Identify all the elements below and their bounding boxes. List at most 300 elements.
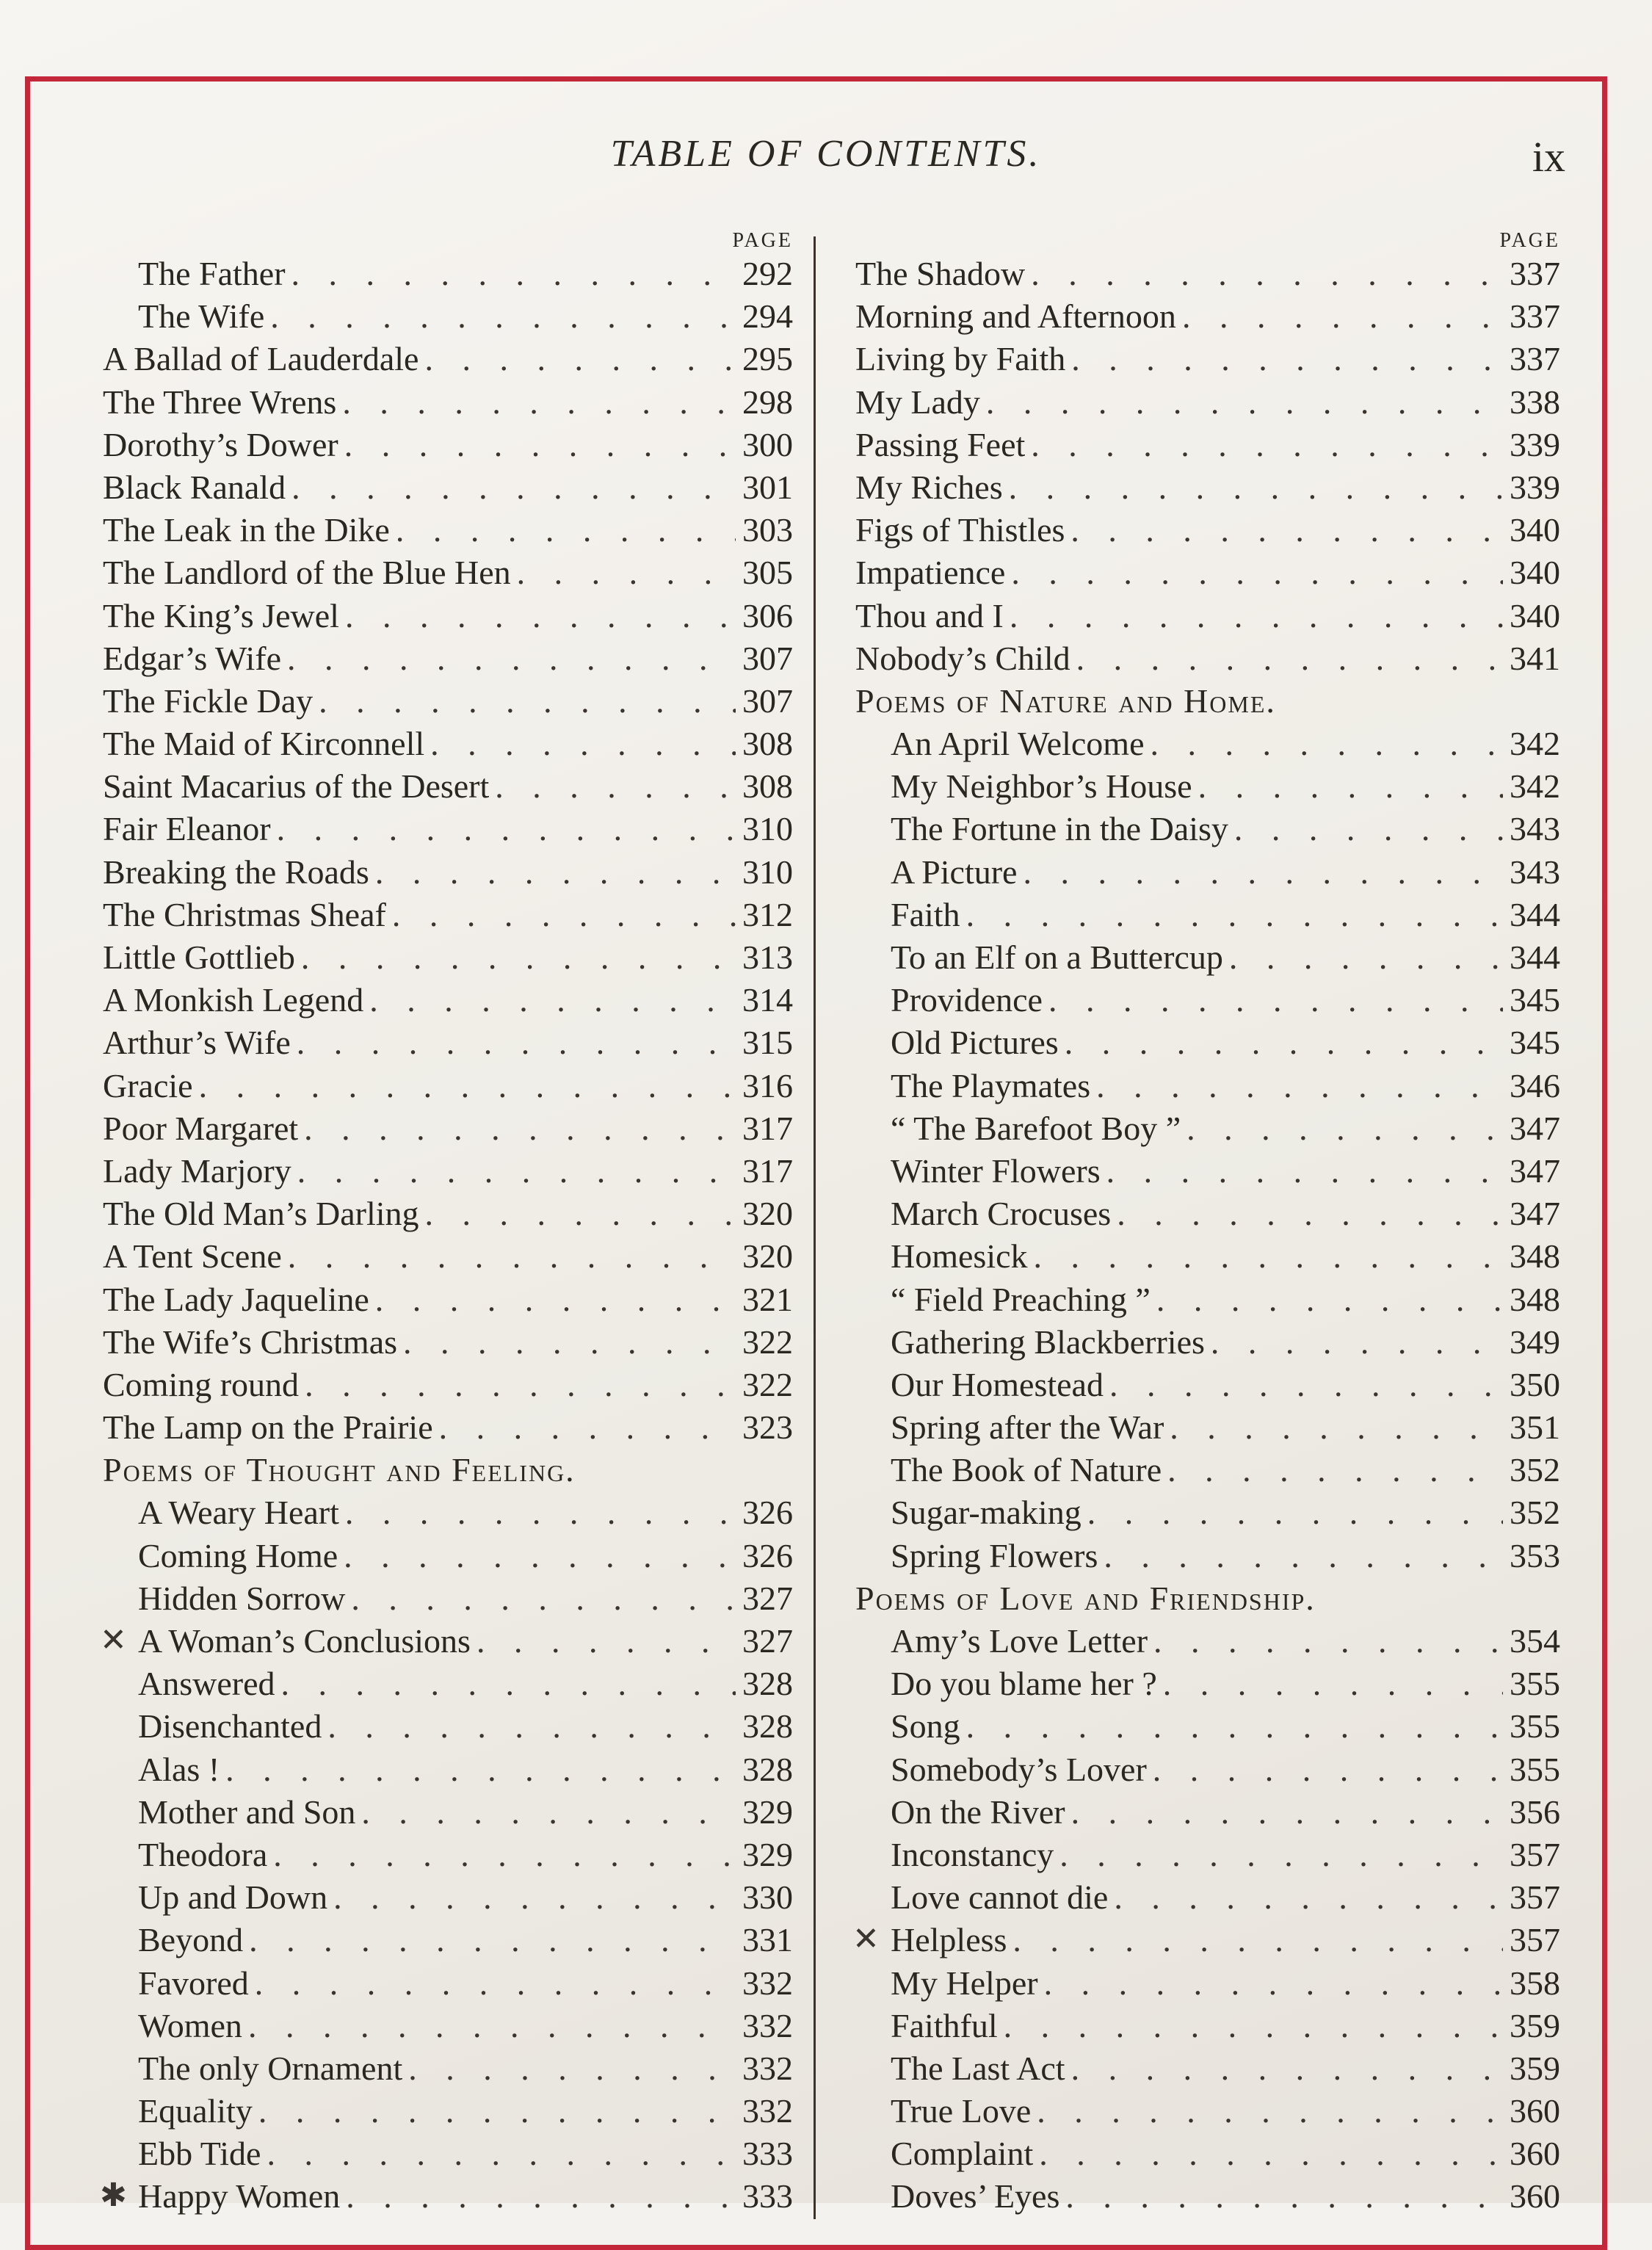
toc-entry: [855, 297, 1560, 339]
dot-leader: [255, 1964, 736, 2003]
entry-title: Ebb Tide: [138, 2135, 261, 2173]
entry-title: The only Ornament: [138, 2049, 403, 2087]
entry-title: Amy’s Love Letter: [891, 1622, 1148, 1660]
toc-entry: [103, 2091, 793, 2134]
dot-leader: [1153, 1750, 1503, 1789]
section-title: Poems of Love and Friendship.: [855, 1579, 1316, 1617]
dot-leader: [1065, 1023, 1503, 1062]
toc-entry: [103, 1536, 793, 1579]
entry-page-number: 337: [1510, 255, 1560, 292]
entry-title: Homesick: [891, 1237, 1028, 1276]
dot-leader: [1023, 853, 1503, 891]
entry-title: Living by Faith: [855, 340, 1066, 378]
entry-page-number: 356: [1510, 1793, 1560, 1831]
entry-page-number: 354: [1510, 1622, 1560, 1660]
dot-leader: [345, 596, 736, 635]
dot-leader: [1071, 2049, 1503, 2088]
dot-leader: [403, 1323, 736, 1361]
entry-title: The Old Man’s Darling: [103, 1195, 419, 1233]
entry-title: Alas !: [138, 1750, 220, 1788]
entry-page-number: 329: [742, 1835, 793, 1873]
entry-title: Lady Marjory: [103, 1151, 291, 1190]
toc-entry: [855, 2177, 1560, 2219]
entry-title: To an Elf on a Buttercup: [891, 938, 1223, 976]
toc-entry: [852, 1920, 1560, 1963]
entry-page-number: 355: [1510, 1665, 1560, 1703]
entry-page-number: 357: [1510, 1921, 1560, 1959]
entry-page-number: 360: [1510, 2092, 1560, 2130]
entry-page-number: 298: [742, 383, 793, 421]
toc-entry: [103, 2049, 793, 2091]
dot-leader: [225, 1750, 736, 1789]
entry-page-number: 344: [1510, 938, 1560, 976]
entry-title: March Crocuses: [891, 1195, 1112, 1233]
toc-entry: [855, 1151, 1560, 1194]
entry-title: Figs of Thistles: [855, 511, 1065, 549]
toc-entry: [103, 1194, 793, 1237]
entry-page-number: 350: [1510, 1365, 1560, 1403]
entry-title: Doves’ Eyes: [891, 2177, 1060, 2215]
toc-entry: [103, 383, 793, 425]
dot-leader: [1071, 339, 1503, 378]
toc-entry: [855, 510, 1560, 553]
toc-entry: [855, 1621, 1560, 1664]
toc-entry: [855, 596, 1560, 639]
entry-page-number: 323: [742, 1408, 793, 1447]
dot-leader: [1182, 297, 1503, 336]
entry-title: The Landlord of the Blue Hen: [103, 554, 511, 592]
toc-entry: [855, 1323, 1560, 1365]
toc-entry: [103, 2006, 793, 2049]
page-column-label: PAGE: [1499, 229, 1560, 252]
section-heading: [103, 1450, 793, 1493]
entry-page-number: 342: [1510, 725, 1560, 763]
entry-page-number: 320: [742, 1237, 793, 1276]
entry-title: Disenchanted: [138, 1707, 322, 1746]
dot-leader: [346, 2177, 736, 2215]
dot-leader: [517, 553, 736, 592]
entry-page-number: 327: [742, 1622, 793, 1660]
column-divider: [814, 236, 816, 2219]
entry-title: The Lady Jaqueline: [103, 1280, 369, 1318]
entry-page-number: 352: [1510, 1494, 1560, 1532]
entry-title: Nobody’s Child: [855, 639, 1070, 677]
entry-page-number: 332: [742, 2049, 793, 2087]
dot-leader: [333, 1878, 736, 1917]
entry-page-number: 307: [742, 639, 793, 677]
dot-leader: [1104, 1536, 1503, 1575]
dot-leader: [1096, 1066, 1503, 1105]
entry-page-number: 316: [742, 1066, 793, 1104]
entry-page-number: 338: [1510, 383, 1560, 421]
toc-entry: [855, 1066, 1560, 1109]
entry-title: A Woman’s Conclusions: [138, 1622, 471, 1660]
entry-title: Coming Home: [138, 1536, 338, 1574]
entry-page-number: 308: [742, 767, 793, 806]
dot-leader: [392, 895, 736, 934]
dot-leader: [1031, 425, 1503, 464]
entry-page-number: 357: [1510, 1878, 1560, 1917]
dot-leader: [1187, 1109, 1503, 1148]
toc-entry: [855, 2091, 1560, 2134]
toc-entry: [103, 1323, 793, 1365]
entry-title: The Lamp on the Prairie: [103, 1408, 433, 1447]
entry-page-number: 329: [742, 1793, 793, 1831]
toc-entry: [855, 2134, 1560, 2177]
entry-page-number: 313: [742, 938, 793, 976]
entry-title: The Fortune in the Daisy: [891, 810, 1228, 848]
entry-page-number: 305: [742, 554, 793, 592]
toc-entry: [855, 1835, 1560, 1878]
entry-page-number: 303: [742, 511, 793, 549]
entry-page-number: 344: [1510, 895, 1560, 933]
toc-entry: [103, 895, 793, 938]
toc-entry: [855, 1109, 1560, 1151]
entry-title: Gracie: [103, 1066, 193, 1104]
toc-entry: [103, 724, 793, 767]
entry-page-number: 355: [1510, 1750, 1560, 1788]
entry-title: Faith: [891, 895, 960, 933]
entry-page-number: 332: [742, 2092, 793, 2130]
entry-title: Hidden Sorrow: [138, 1579, 346, 1617]
entry-title: The King’s Jewel: [103, 596, 339, 634]
dot-leader: [1031, 254, 1503, 293]
entry-title: The Christmas Sheaf: [103, 895, 386, 933]
entry-title: The Leak in the Dike: [103, 511, 390, 549]
entry-title: Dorothy’s Dower: [103, 425, 338, 463]
entry-title: “ The Barefoot Boy ”: [891, 1109, 1181, 1147]
entry-title: Impatience: [855, 554, 1006, 592]
entry-title: Sugar-making: [891, 1494, 1082, 1532]
toc-entry: [103, 510, 793, 553]
toc-entry: [855, 1793, 1560, 1835]
entry-page-number: 300: [742, 425, 793, 463]
toc-entry: [103, 1280, 793, 1323]
dot-leader: [1076, 639, 1503, 678]
entry-title: A Tent Scene: [103, 1237, 282, 1276]
toc-entry: [855, 938, 1560, 980]
dot-leader: [1037, 2091, 1503, 2130]
toc-entry: [103, 767, 793, 809]
toc-entry: [855, 1750, 1560, 1793]
dot-leader: [369, 980, 736, 1019]
toc-entry: [855, 1707, 1560, 1749]
dot-leader: [986, 383, 1503, 422]
dot-leader: [270, 297, 736, 336]
toc-entry: [103, 1493, 793, 1535]
dot-leader: [199, 1066, 736, 1105]
dot-leader: [1010, 596, 1503, 635]
section-heading: [855, 1579, 1560, 1621]
entry-title: A Ballad of Lauderdale: [103, 340, 419, 378]
dot-leader: [1163, 1664, 1503, 1703]
entry-page-number: 310: [742, 810, 793, 848]
entry-page-number: 295: [742, 340, 793, 378]
dot-leader: [287, 639, 736, 678]
dot-leader: [1156, 1280, 1503, 1319]
dot-leader: [430, 724, 736, 763]
dot-leader: [1198, 767, 1503, 806]
toc-entry: [103, 1920, 793, 1963]
entry-title: Poor Margaret: [103, 1109, 299, 1147]
dot-leader: [344, 1536, 736, 1575]
entry-title: Happy Women: [138, 2177, 341, 2215]
toc-entry: [103, 639, 793, 681]
entry-title: True Love: [891, 2092, 1032, 2130]
toc-entry: [855, 1493, 1560, 1535]
toc-entry: [855, 724, 1560, 767]
entry-page-number: 322: [742, 1323, 793, 1361]
toc-entry: [103, 1664, 793, 1707]
entry-title: Women: [138, 2006, 242, 2044]
dot-leader: [344, 425, 736, 464]
entry-page-number: 333: [742, 2177, 793, 2215]
entry-page-number: 346: [1510, 1066, 1560, 1104]
toc-entry: [103, 425, 793, 468]
handwritten-mark: ✱: [100, 2177, 127, 2215]
dot-leader: [439, 1408, 736, 1447]
entry-title: Inconstancy: [891, 1835, 1054, 1873]
entry-title: Favored: [138, 1964, 249, 2002]
section-title: Poems of Nature and Home.: [855, 681, 1276, 720]
entry-page-number: 340: [1510, 554, 1560, 592]
toc-entry: [855, 425, 1560, 468]
entry-title: The Last Act: [891, 2049, 1065, 2087]
entry-title: My Neighbor’s House: [891, 767, 1192, 806]
entry-page-number: 307: [742, 681, 793, 720]
toc-entry: [855, 2006, 1560, 2049]
dot-leader: [1059, 1835, 1503, 1874]
entry-title: A Weary Heart: [138, 1494, 339, 1532]
entry-page-number: 320: [742, 1195, 793, 1233]
toc-column-right: [852, 228, 1560, 2220]
dot-leader: [1117, 1194, 1503, 1233]
entry-title: Love cannot die: [891, 1878, 1109, 1917]
entry-page-number: 355: [1510, 1707, 1560, 1746]
dot-leader: [1071, 1793, 1503, 1831]
dot-leader: [1211, 1323, 1503, 1361]
entry-title: Morning and Afternoon: [855, 297, 1176, 336]
dot-leader: [1234, 809, 1503, 848]
entry-title: Theodora: [138, 1835, 268, 1873]
dot-leader: [966, 895, 1503, 934]
dot-leader: [1114, 1878, 1503, 1917]
dot-leader: [304, 1109, 736, 1148]
entry-title: Saint Macarius of the Desert: [103, 767, 490, 806]
entry-title: Mother and Son: [138, 1793, 356, 1831]
toc-entry: [100, 2177, 793, 2219]
entry-title: The Father: [138, 255, 286, 292]
toc-entry: [103, 1109, 793, 1151]
entry-page-number: 328: [742, 1707, 793, 1746]
entry-title: Arthur’s Wife: [103, 1024, 291, 1062]
entry-page-number: 359: [1510, 2049, 1560, 2087]
toc-entry: [855, 383, 1560, 425]
dot-leader: [1153, 1621, 1503, 1660]
toc-entry: [103, 809, 793, 852]
dot-leader: [351, 1579, 736, 1618]
toc-entry: [103, 1964, 793, 2006]
entry-title: The Wife: [138, 297, 265, 336]
entry-title: Black Ranald: [103, 468, 286, 506]
entry-title: The Book of Nature: [891, 1451, 1162, 1489]
toc-entry: [103, 1365, 793, 1408]
dot-leader: [1151, 724, 1504, 763]
dot-leader: [301, 938, 736, 977]
section-title: Poems of Thought and Feeling.: [103, 1451, 576, 1489]
entry-title: The Maid of Kirconnell: [103, 725, 425, 763]
entry-title: Spring after the War: [891, 1408, 1164, 1447]
toc-entry: [103, 297, 793, 339]
toc-entry: [103, 1835, 793, 1878]
entry-page-number: 333: [742, 2135, 793, 2173]
entry-title: Little Gottlieb: [103, 938, 295, 976]
dot-leader: [277, 809, 736, 848]
entry-page-number: 349: [1510, 1323, 1560, 1361]
toc-entry: [855, 254, 1560, 297]
toc-entry: [855, 468, 1560, 510]
entry-page-number: 294: [742, 297, 793, 336]
toc-entry: [855, 339, 1560, 382]
entry-page-number: 331: [742, 1921, 793, 1959]
dot-leader: [408, 2049, 736, 2088]
toc-column-left: [100, 228, 793, 2220]
toc-entry: [855, 853, 1560, 895]
entry-title: My Helper: [891, 1964, 1038, 2002]
toc-entry: [103, 1151, 793, 1194]
entry-page-number: 359: [1510, 2006, 1560, 2044]
entry-page-number: 347: [1510, 1151, 1560, 1190]
page-title: TABLE OF CONTENTS.: [610, 133, 1042, 175]
entry-title: Faithful: [891, 2006, 998, 2044]
toc-entry: [100, 1621, 793, 1664]
toc-entry: [855, 639, 1560, 681]
entry-title: My Lady: [855, 383, 980, 421]
entry-title: The Playmates: [891, 1066, 1091, 1104]
dot-leader: [291, 254, 736, 293]
entry-page-number: 339: [1510, 468, 1560, 506]
entry-title: A Picture: [891, 853, 1018, 891]
dot-leader: [342, 383, 736, 422]
entry-page-number: 337: [1510, 297, 1560, 336]
dot-leader: [1065, 2177, 1503, 2215]
dot-leader: [425, 1194, 736, 1233]
entry-page-number: 360: [1510, 2135, 1560, 2173]
dot-leader: [495, 767, 736, 806]
entry-page-number: 347: [1510, 1109, 1560, 1147]
toc-entry: [855, 1365, 1560, 1408]
entry-page-number: 312: [742, 895, 793, 933]
toc-entry: [103, 1707, 793, 1749]
entry-page-number: 341: [1510, 639, 1560, 677]
toc-entry: [855, 1280, 1560, 1323]
dot-leader: [1009, 468, 1503, 507]
entry-title: Up and Down: [138, 1878, 328, 1917]
toc-entry: [855, 895, 1560, 938]
dot-leader: [248, 2006, 736, 2045]
entry-page-number: 348: [1510, 1237, 1560, 1276]
entry-page-number: 326: [742, 1536, 793, 1574]
dot-leader: [249, 1920, 736, 1959]
dot-leader: [1044, 1964, 1503, 2003]
entry-page-number: 310: [742, 853, 793, 891]
entry-title: Old Pictures: [891, 1024, 1059, 1062]
toc-entry-list: [852, 254, 1560, 2220]
entry-page-number: 340: [1510, 596, 1560, 634]
dot-leader: [1070, 510, 1503, 549]
entry-page-number: 340: [1510, 511, 1560, 549]
entry-title: Coming round: [103, 1365, 300, 1403]
toc-entry-list: [100, 254, 793, 2220]
toc-entry: [855, 1023, 1560, 1066]
entry-title: The Three Wrens: [103, 383, 337, 421]
entry-page-number: 292: [742, 255, 793, 292]
entry-title: An April Welcome: [891, 725, 1145, 763]
entry-page-number: 314: [742, 981, 793, 1019]
entry-page-number: 345: [1510, 1024, 1560, 1062]
toc-entry: [103, 254, 793, 297]
entry-title: Answered: [138, 1665, 275, 1703]
toc-entry: [103, 1408, 793, 1450]
entry-page-number: 360: [1510, 2177, 1560, 2215]
toc-entry: [103, 938, 793, 980]
entry-page-number: 342: [1510, 767, 1560, 806]
handwritten-mark: ✕: [100, 1621, 127, 1659]
toc-entry: [103, 681, 793, 724]
dot-leader: [424, 339, 736, 378]
dot-leader: [1167, 1450, 1503, 1489]
dot-leader: [1011, 553, 1503, 592]
toc-entry: [103, 1793, 793, 1835]
entry-title: Complaint: [891, 2135, 1034, 2173]
dot-leader: [327, 1707, 736, 1746]
entry-page-number: 328: [742, 1750, 793, 1788]
entry-title: Edgar’s Wife: [103, 639, 281, 677]
toc-entry: [855, 1450, 1560, 1493]
toc-entry: [103, 853, 793, 895]
dot-leader: [477, 1621, 736, 1660]
entry-page-number: 345: [1510, 981, 1560, 1019]
entry-page-number: 337: [1510, 340, 1560, 378]
entry-page-number: 343: [1510, 853, 1560, 891]
toc-entry: [103, 596, 793, 639]
toc-entry: [855, 1237, 1560, 1279]
dot-leader: [1229, 938, 1503, 977]
entry-title: Gathering Blackberries: [891, 1323, 1205, 1361]
toc-entry: [855, 980, 1560, 1023]
toc-entry: [103, 1066, 793, 1109]
dot-leader: [375, 853, 736, 891]
dot-leader: [1106, 1151, 1503, 1190]
entry-title: The Wife’s Christmas: [103, 1323, 398, 1361]
toc-entry: [103, 339, 793, 382]
entry-title: Winter Flowers: [891, 1151, 1101, 1190]
dot-leader: [319, 681, 736, 720]
toc-entry: [103, 1579, 793, 1621]
dot-leader: [1109, 1365, 1503, 1404]
dot-leader: [375, 1280, 736, 1319]
toc-entry: [103, 1237, 793, 1279]
dot-leader: [297, 1151, 736, 1190]
entry-page-number: 348: [1510, 1280, 1560, 1318]
toc-entry: [103, 1023, 793, 1066]
toc-entry: [855, 1194, 1560, 1237]
toc-entry: [855, 767, 1560, 809]
dot-leader: [1004, 2006, 1503, 2045]
entry-page-number: 330: [742, 1878, 793, 1917]
dot-leader: [1048, 980, 1503, 1019]
entry-page-number: 339: [1510, 425, 1560, 463]
